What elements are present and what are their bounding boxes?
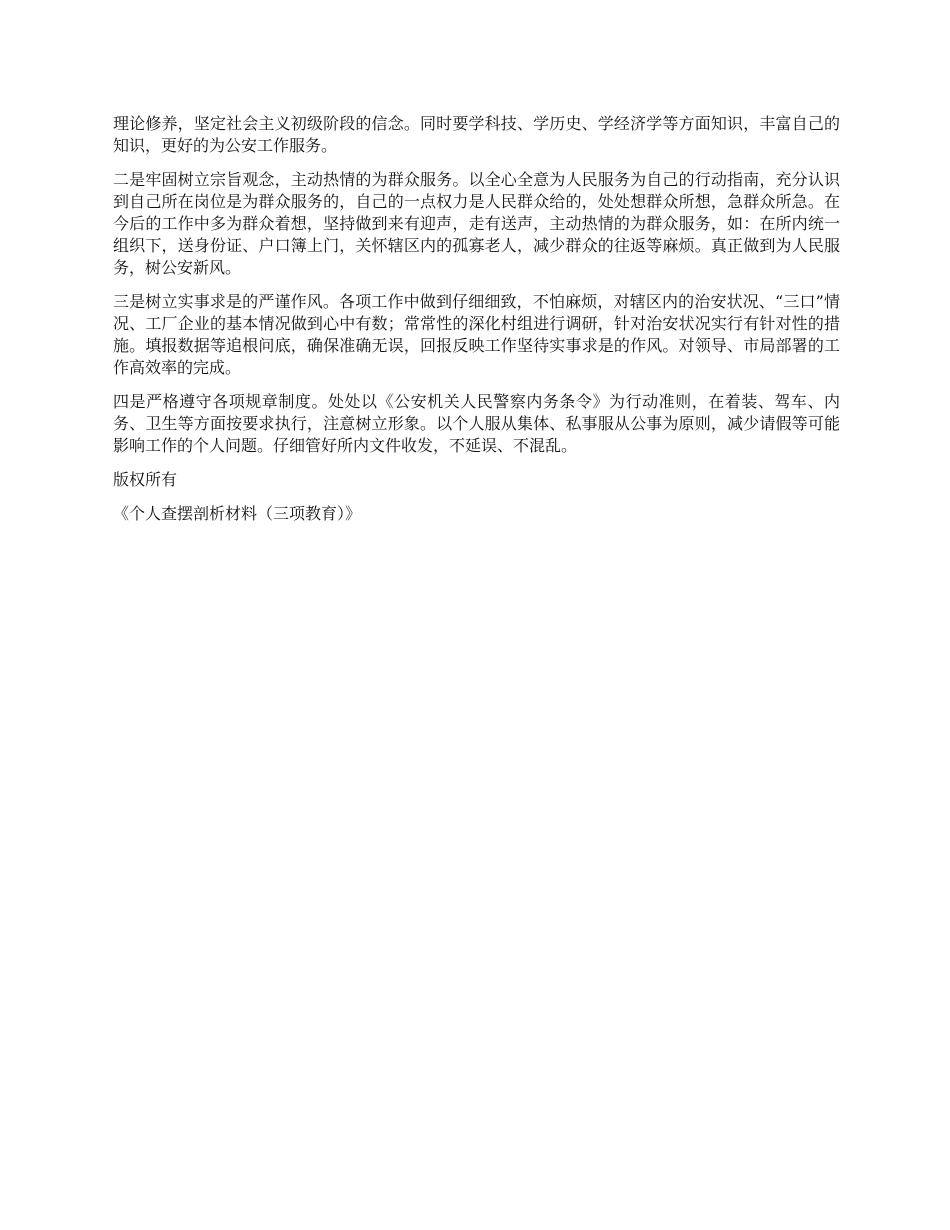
paragraph-rules: 四是严格遵守各项规章制度。处处以《公安机关人民警察内务条令》为行动准则，在着装、驾车、内务、卫生等方面按要求执行，注意树立形象。以个人服从集体、私事服从公事为原则，减少请假等可能影响工作的个人问题。仔细管好所内文件收发，不延误、不混乱。: [113, 392, 840, 455]
paragraph-style: 三是树立实事求是的严谨作风。各项工作中做到仔细细致，不怕麻烦，对辖区内的治安状况、“三口”情况、工厂企业的基本情况做到心中有数；常常性的深化村组进行调研，针对治安状况实行有针对性的措施。填报数据等追根问底，确保准确无误，回报反映工作坚待实事求是的作风。对领导、市局部署的工作高效率的完成。: [113, 292, 840, 377]
document-body: [113, 113, 840, 537]
document-title-reference: 《个人查摆剖析材料（三项教育）》: [113, 504, 362, 523]
paragraph-theory: 理论修养，坚定社会主义初级阶段的信念。同时要学科技、学历史、学经济学等方面知识，丰富自己的知识，更好的为公安工作服务。: [113, 114, 840, 155]
paragraph-service: 二是牢固树立宗旨观念，主动热情的为群众服务。以全心全意为人民服务为自己的行动指南，充分认识到自己所在岗位是为群众服务的，自己的一点权力是人民群众给的，处处想群众所想，急群众所急。在今后的工作中多为群众着想，坚持做到来有迎声，走有送声，主动热情的为群众服务，如：在所内统一组织下，送身份证、户口簿上门，关怀辖区内的孤寡老人，减少群众的往返等麻烦。真正做到为人民服务，树公安新风。: [113, 170, 840, 277]
copyright-notice: 版权所有: [113, 470, 178, 489]
